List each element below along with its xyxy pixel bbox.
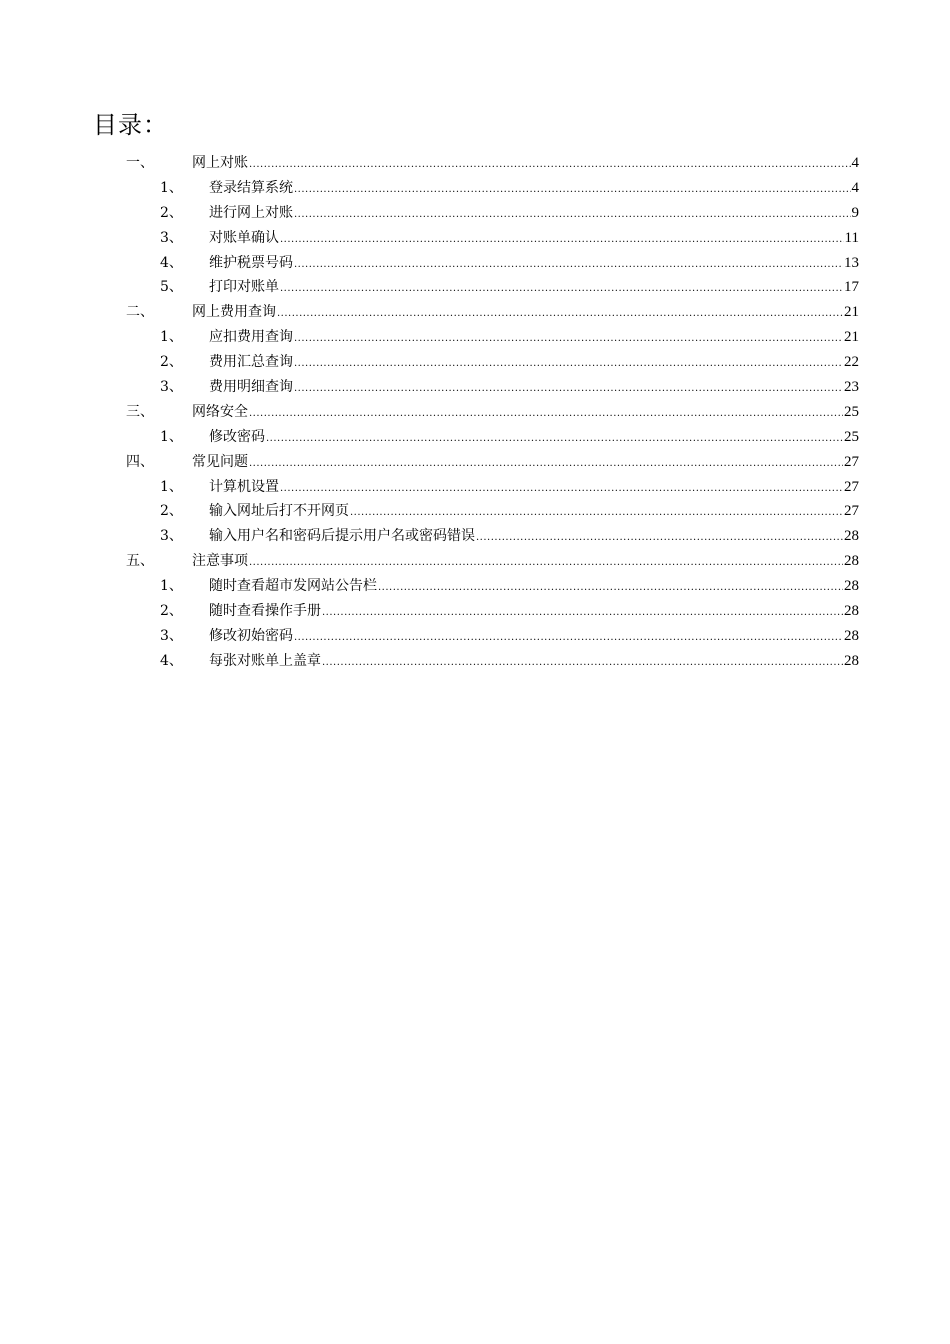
toc-entry-number: 2、 (160, 503, 183, 520)
toc-entry-label: 每张对账单上盖章 (209, 652, 321, 669)
toc-subsection-entry[interactable] (0, 275, 950, 300)
toc-page-number: 17 (844, 279, 859, 296)
toc-page-number: 28 (844, 528, 859, 545)
toc-entry-body (209, 524, 859, 551)
toc-entry-label: 常见问题 (192, 453, 248, 470)
toc-subsection-entry[interactable] (0, 251, 950, 276)
toc-dot-leader (476, 526, 843, 551)
toc-subsection-entry[interactable] (0, 599, 950, 624)
toc-entry-label: 维护税票号码 (209, 254, 293, 271)
toc-entry-number: 1、 (160, 329, 183, 346)
toc-subsection-entry[interactable] (0, 176, 950, 201)
toc-entry-label: 输入网址后打不开网页 (209, 503, 349, 520)
toc-entry-number: 五、 (126, 553, 154, 570)
toc-entry-number: 5、 (160, 279, 183, 296)
toc-dot-leader (266, 427, 843, 452)
toc-subsection-entry[interactable] (0, 475, 950, 500)
toc-dot-leader (294, 377, 843, 402)
toc-page-number: 28 (844, 578, 859, 595)
toc-entry-number: 1、 (160, 478, 183, 495)
toc-entry-number: 二、 (126, 304, 154, 321)
toc-entry-number: 3、 (160, 627, 183, 644)
toc-entry-label: 费用明细查询 (209, 379, 293, 396)
toc-dot-leader (294, 178, 851, 203)
toc-dot-leader (294, 253, 843, 278)
toc-entry-label: 输入用户名和密码后提示用户名或密码错误 (209, 528, 475, 545)
toc-section-entry[interactable] (0, 151, 950, 176)
toc-entry-body (209, 574, 859, 601)
toc-entry-number: 4、 (160, 652, 183, 669)
toc-entry-number: 1、 (160, 179, 183, 196)
toc-section-entry[interactable] (0, 549, 950, 574)
toc-entry-number: 1、 (160, 428, 183, 445)
toc-entry-body (192, 151, 859, 178)
toc-entry-body (209, 624, 859, 651)
toc-entry-number: 3、 (160, 229, 183, 246)
toc-entry-body (192, 549, 859, 576)
toc-subsection-entry[interactable] (0, 375, 950, 400)
toc-dot-leader (322, 651, 843, 676)
toc-entry-number: 3、 (160, 528, 183, 545)
toc-page-number: 27 (844, 453, 859, 470)
toc-entry-body (192, 400, 859, 427)
toc-entry-body (209, 226, 859, 253)
toc-dot-leader (378, 576, 843, 601)
toc-entry-label: 对账单确认 (209, 229, 279, 246)
toc-dot-leader (280, 277, 843, 302)
toc-entry-body (209, 475, 859, 502)
toc-entry-body (209, 499, 859, 526)
toc-subsection-entry[interactable] (0, 624, 950, 649)
toc-entry-label: 网上对账 (192, 155, 248, 171)
toc-entry-label: 打印对账单 (209, 279, 279, 296)
toc-page-number: 28 (844, 603, 859, 620)
toc-dot-leader (294, 352, 843, 377)
toc-entry-number: 1、 (160, 578, 183, 595)
toc-subsection-entry[interactable] (0, 425, 950, 450)
toc-entry-label: 随时查看操作手册 (209, 603, 321, 620)
toc-page-number: 4 (851, 179, 859, 196)
toc-page-number: 21 (844, 304, 859, 321)
toc-subsection-entry[interactable] (0, 350, 950, 375)
toc-page-number: 22 (844, 354, 859, 371)
toc-page-number: 11 (844, 229, 859, 246)
toc-subsection-entry[interactable] (0, 649, 950, 674)
toc-entry-body (209, 201, 859, 228)
toc-entry-label: 随时查看超市发网站公告栏 (209, 578, 377, 595)
toc-entry-number: 2、 (160, 354, 183, 371)
toc-entry-body (209, 649, 859, 676)
toc-entry-label: 注意事项 (192, 553, 248, 570)
toc-page-number: 28 (844, 627, 859, 644)
toc-dot-leader (350, 501, 843, 526)
toc-entry-label: 费用汇总查询 (209, 354, 293, 371)
toc-subsection-entry[interactable] (0, 499, 950, 524)
toc-subsection-entry[interactable] (0, 574, 950, 599)
toc-page-number: 9 (851, 204, 859, 221)
toc-entry-body (209, 350, 859, 377)
toc-entry-number: 一、 (126, 155, 154, 171)
toc-entry-label: 进行网上对账 (209, 204, 293, 221)
toc-entry-body (209, 176, 859, 203)
table-of-contents (0, 151, 950, 674)
toc-section-entry[interactable] (0, 450, 950, 475)
toc-entry-label: 修改初始密码 (209, 627, 293, 644)
toc-page-number: 25 (844, 428, 859, 445)
toc-page-number: 25 (844, 403, 859, 420)
toc-section-entry[interactable] (0, 400, 950, 425)
toc-subsection-entry[interactable] (0, 524, 950, 549)
toc-entry-label: 登录结算系统 (209, 179, 293, 196)
toc-title: 目录： (93, 111, 168, 139)
toc-dot-leader (294, 626, 843, 651)
toc-entry-body (209, 375, 859, 402)
toc-dot-leader (280, 477, 843, 502)
toc-entry-body (192, 450, 859, 477)
toc-dot-leader (249, 452, 843, 477)
toc-entry-number: 2、 (160, 204, 183, 221)
toc-dot-leader (249, 402, 843, 427)
toc-entry-body (192, 300, 859, 327)
toc-entry-label: 应扣费用查询 (209, 329, 293, 346)
toc-entry-label: 计算机设置 (209, 478, 279, 495)
toc-subsection-entry[interactable] (0, 325, 950, 350)
toc-entry-body (209, 599, 859, 626)
toc-entry-number: 四、 (126, 453, 154, 470)
toc-dot-leader (249, 551, 843, 576)
toc-subsection-entry[interactable] (0, 201, 950, 226)
toc-page-number: 28 (844, 652, 859, 669)
toc-page-number: 23 (844, 379, 859, 396)
toc-dot-leader (277, 302, 843, 327)
toc-entry-label: 修改密码 (209, 428, 265, 445)
toc-entry-number: 三、 (126, 403, 154, 420)
toc-entry-body (209, 425, 859, 452)
toc-entry-body (209, 251, 859, 278)
toc-section-entry[interactable] (0, 300, 950, 325)
toc-dot-leader (294, 327, 843, 352)
toc-dot-leader (249, 153, 851, 178)
toc-page-number: 27 (844, 503, 859, 520)
toc-entry-number: 3、 (160, 379, 183, 396)
toc-page-number: 13 (844, 254, 859, 271)
toc-entry-label: 网上费用查询 (192, 304, 276, 321)
toc-entry-number: 2、 (160, 603, 183, 620)
toc-entry-body (209, 275, 859, 302)
toc-subsection-entry[interactable] (0, 226, 950, 251)
toc-dot-leader (322, 601, 843, 626)
toc-page-number: 4 (851, 155, 859, 171)
toc-dot-leader (294, 203, 851, 228)
toc-entry-body (209, 325, 859, 352)
toc-entry-label: 网络安全 (192, 403, 248, 420)
toc-dot-leader (280, 228, 844, 253)
toc-entry-number: 4、 (160, 254, 183, 271)
toc-page-number: 27 (844, 478, 859, 495)
toc-page-number: 21 (844, 329, 859, 346)
toc-page-number: 28 (844, 553, 859, 570)
